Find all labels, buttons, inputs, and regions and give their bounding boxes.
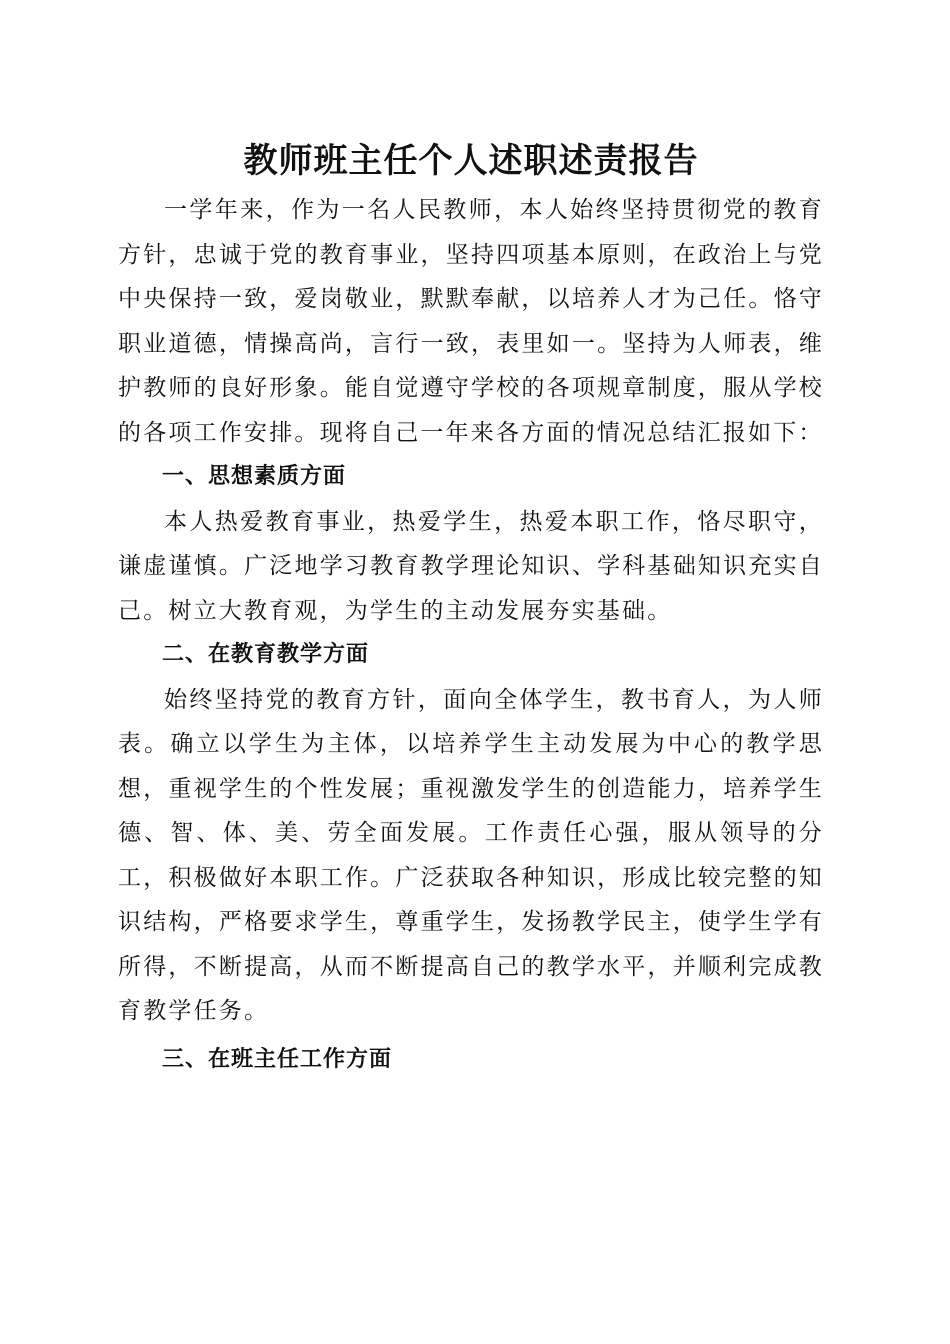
intro-paragraph: 一学年来，作为一名人民教师，本人始终坚持贯彻党的教育方针，忠诚于党的教育事业，坚持四项基本原则，在政治上与党中央保持一致，爱岗敬业，默默奉献，以培养人才为己任。恪守职业道德，情操高尚，言行一致，表里如一。坚持为人师表，维护教师的良好形象。能自觉遵守学校的各项规章制度，服从学校的各项工作安排。现将自己一年来各方面的情况总结汇报如下： — [118, 197, 824, 446]
section-heading-head-teacher: 三、在班主任工作方面 — [162, 1046, 393, 1072]
section-heading-ideology: 一、思想素质方面 — [162, 464, 347, 489]
section-body-ideology: 本人热爱教育事业，热爱学生，热爱本职工作，恪尽职守，谦虚谨慎。广泛地学习教育教学理论知识、学科基础知识充实自己。树立大教育观，为学生的主动发展夯实基础。 — [118, 508, 824, 624]
document-title: 教师班主任个人述职述责报告 — [243, 141, 699, 181]
section-body-teaching: 始终坚持党的教育方针，面向全体学生，教书育人，为人师表。确立以学生为主体，以培养学生主动发展为中心的教学思想，重视学生的个性发展；重视激发学生的创造能力，培养学生德、智、体、美、劳全面发展。工作责任心强，服从领导的分工，积极做好本职工作。广泛获取各种知识，形成比较完整的知识结构，严格要求学生，尊重学生，发扬教学民主，使学生学有所得，不断提高，从而不断提高自己的教学水平，并顺利完成教育教学任务。 — [118, 686, 824, 1024]
section-heading-teaching: 二、在教育教学方面 — [162, 642, 370, 667]
document-page — [118, 136, 824, 1082]
